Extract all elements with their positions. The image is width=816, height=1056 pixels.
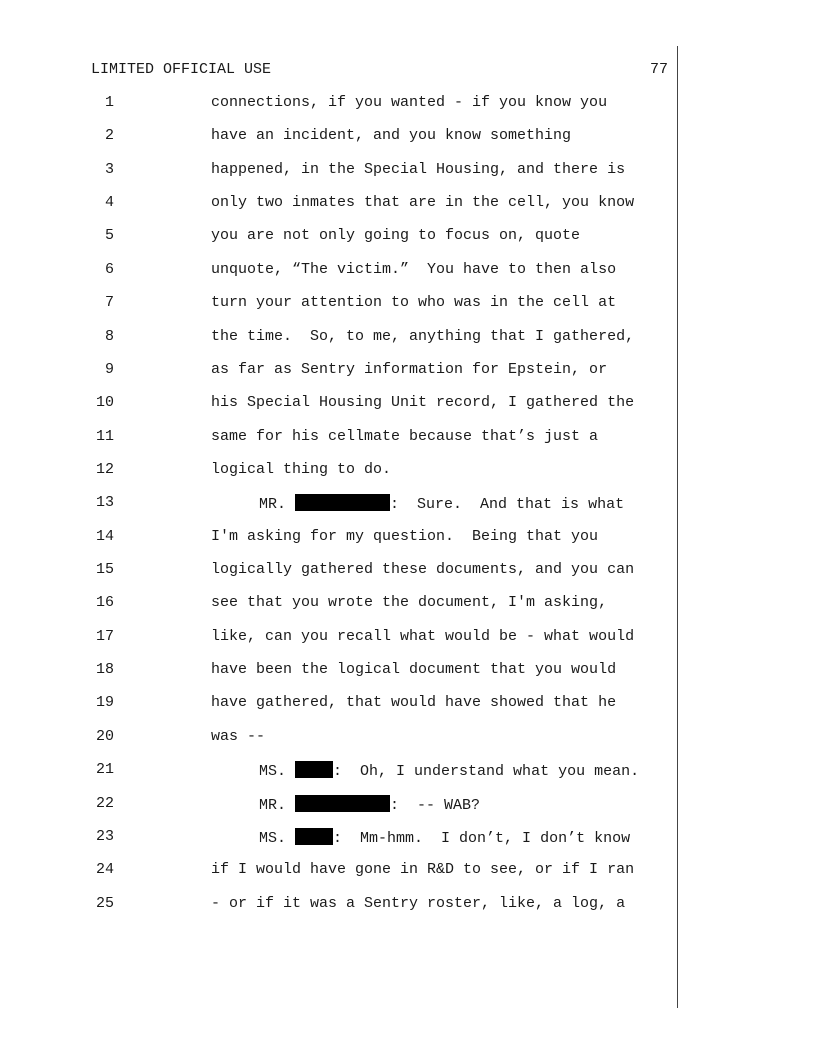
speaker-line (259, 828, 630, 847)
line-number: 9 (104, 360, 114, 378)
line-text: same for his cellmate because that’s just a (211, 427, 599, 445)
transcript-line (0, 227, 677, 260)
redaction-box (295, 761, 333, 778)
line-text: you are not only going to focus on, quote (211, 227, 581, 245)
transcript-line (0, 728, 677, 761)
line-number: 11 (95, 427, 114, 445)
line-text: : Sure. And that is what (390, 496, 625, 514)
line-text: his Special Housing Unit record, I gathered the (211, 394, 635, 412)
line-text: only two inmates that are in the cell, you know (211, 194, 635, 212)
transcript-line (0, 461, 677, 494)
line-text: the time. So, to me, anything that I gathered, (211, 327, 635, 345)
line-number: 8 (104, 327, 114, 345)
line-number: 5 (104, 227, 114, 245)
speaker-title: MR. (259, 496, 287, 514)
speaker-title: MS. (259, 763, 287, 781)
redaction-box (295, 828, 333, 845)
line-text: : Oh, I understand what you mean. (333, 763, 640, 781)
transcript-line-speaker (0, 828, 677, 861)
line-number: 22 (95, 794, 114, 812)
line-number: 10 (95, 394, 114, 412)
transcript-line (0, 661, 677, 694)
line-number: 3 (104, 160, 114, 178)
transcript-line (0, 694, 677, 727)
transcript-line (0, 428, 677, 461)
line-text: : -- WAB? (390, 796, 481, 814)
line-text: have an incident, and you know something (211, 127, 572, 145)
transcript-line (0, 394, 677, 427)
transcript-line (0, 628, 677, 661)
line-text: was -- (211, 727, 266, 745)
line-number: 21 (95, 761, 114, 779)
page-number: 77 (649, 61, 668, 78)
speaker-title: MS. (259, 829, 287, 847)
transcript-line (0, 161, 677, 194)
transcript-line (0, 895, 677, 928)
line-number: 16 (95, 594, 114, 612)
line-text: see that you wrote the document, I'm asking, (211, 594, 608, 612)
transcript-line-speaker (0, 494, 677, 527)
line-text: have gathered, that would have showed that he (211, 694, 617, 712)
line-text: - or if it was a Sentry roster, like, a log, a (211, 894, 626, 912)
line-text: happened, in the Special Housing, and there is (211, 160, 626, 178)
line-number: 17 (95, 627, 114, 645)
transcript-line-speaker (0, 795, 677, 828)
transcript-line (0, 294, 677, 327)
line-number: 25 (95, 894, 114, 912)
transcript-line-speaker (0, 761, 677, 794)
line-text: I'm asking for my question. Being that you (211, 527, 599, 545)
line-text: turn your attention to who was in the cell at (211, 294, 617, 312)
transcript-line (0, 94, 677, 127)
transcript-line (0, 261, 677, 294)
line-number: 18 (95, 661, 114, 679)
transcript-line (0, 328, 677, 361)
line-number: 14 (95, 527, 114, 545)
line-number: 2 (104, 127, 114, 145)
line-number: 7 (104, 294, 114, 312)
line-text: have been the logical document that you would (211, 661, 617, 679)
line-number: 12 (95, 460, 114, 478)
line-text: if I would have gone in R&D to see, or if I ran (211, 861, 635, 879)
right-margin-rule (677, 46, 678, 1008)
transcript-line (0, 861, 677, 894)
transcript-line (0, 528, 677, 561)
line-text: logical thing to do. (211, 460, 392, 478)
line-text: connections, if you wanted - if you know you (211, 94, 608, 111)
line-number: 4 (104, 194, 114, 212)
line-number: 24 (95, 861, 114, 879)
transcript-line (0, 594, 677, 627)
line-text: as far as Sentry information for Epstein, or (211, 360, 608, 378)
transcript-line (0, 127, 677, 160)
line-number: 1 (104, 94, 114, 111)
speaker-line (259, 494, 624, 513)
classification-header: LIMITED OFFICIAL USE (91, 61, 272, 78)
line-text: : Mm-hmm. I don’t, I don’t know (333, 829, 631, 847)
transcript-line (0, 361, 677, 394)
line-number: 23 (95, 827, 114, 845)
transcript-lines (0, 94, 677, 928)
line-text: unquote, “The victim.” You have to then also (211, 260, 617, 278)
line-number: 20 (95, 727, 114, 745)
transcript-line (0, 194, 677, 227)
transcript-line (0, 561, 677, 594)
redaction-box (295, 795, 390, 812)
line-number: 13 (95, 494, 114, 512)
line-text: like, can you recall what would be - what would (211, 627, 635, 645)
redaction-box (295, 494, 390, 511)
speaker-title: MR. (259, 796, 287, 814)
line-number: 15 (95, 561, 114, 579)
line-number: 6 (104, 260, 114, 278)
line-number: 19 (95, 694, 114, 712)
speaker-line (259, 761, 639, 780)
line-text: logically gathered these documents, and you can (211, 561, 635, 579)
speaker-line (259, 795, 480, 814)
